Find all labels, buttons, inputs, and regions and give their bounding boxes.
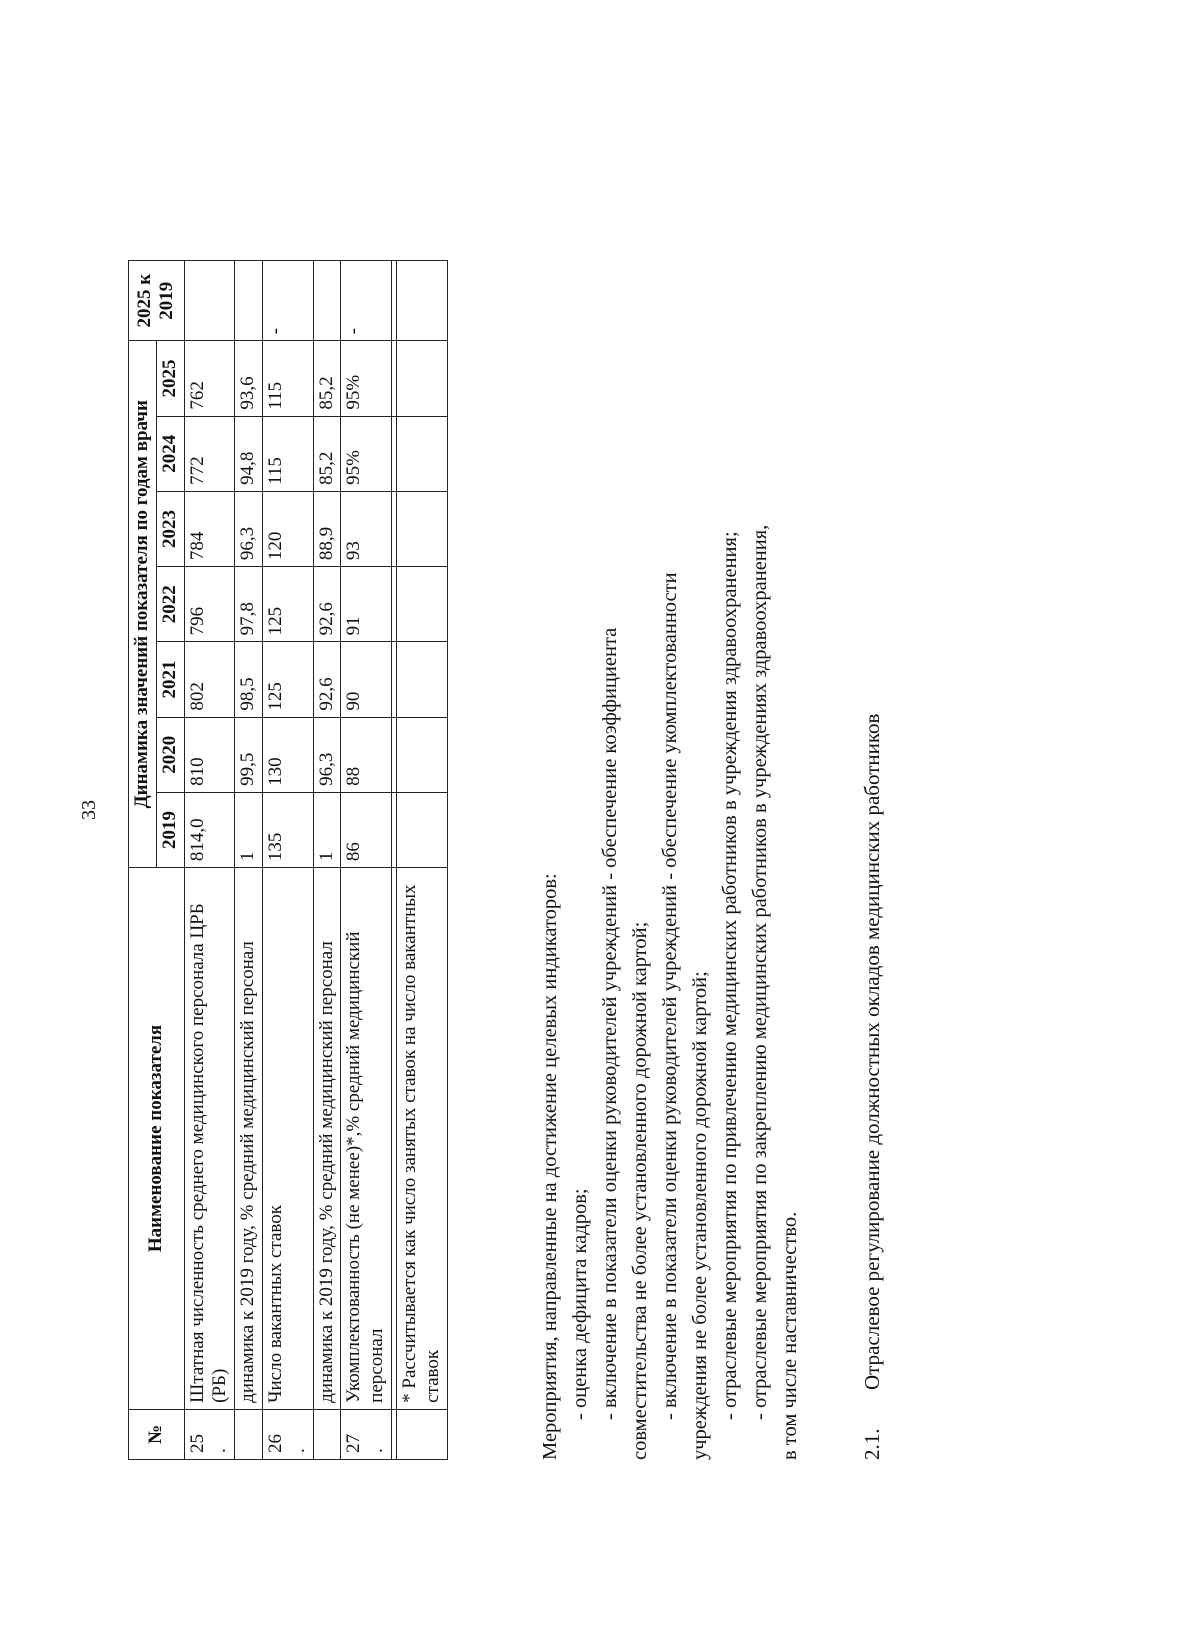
measure-line: - оценка дефицита кадров; [569,1188,591,1420]
value-cell: 115 [262,341,313,416]
value-cell: 85,2 [313,416,341,491]
value-cell: 95% [341,416,392,491]
row-number-cell [184,1409,235,1459]
row-number-suffix: . [287,1448,309,1453]
value-cell: 93 [341,491,392,566]
row-number-suffix: . [209,1448,231,1453]
value-cell: 95% [341,341,392,416]
header-dynamics: Динамика значений показателя по годам врачи [129,341,157,868]
section-heading [860,714,885,1460]
table-row [184,261,235,1460]
section-title: Отраслевое регулирование должностных окладов медицинских работников [860,713,884,1390]
value-cell [396,567,447,642]
ratio-cell [396,261,447,341]
measures-list [565,260,805,1460]
table-row [396,261,447,1460]
indicator-table [128,260,448,1460]
ratio-cell [235,261,263,341]
row-name: * Рассчитывается как число занятых ставок на число вакантных ставок [396,868,447,1410]
measure-line: учреждения не более установленного дорожной картой; [689,971,711,1460]
header-ratio: 2025 к 2019 [129,261,185,341]
value-cell: 120 [262,491,313,566]
row-name: динамика к 2019 году, % средний медицинский персонал [313,868,341,1410]
value-cell: 125 [262,642,313,717]
value-cell: 92,6 [313,642,341,717]
value-cell: 1 [313,792,341,867]
value-cell: 96,3 [235,491,263,566]
row-number: 27 [343,1434,365,1453]
measures-title: Мероприятия, направленные на достижение целевых индикаторов: [539,873,561,1460]
ratio-cell [184,261,235,341]
ratio-cell [313,261,341,341]
header-year: 2024 [156,416,184,491]
row-number-suffix: . [366,1448,388,1453]
value-cell: 796 [184,567,235,642]
table-row [262,261,313,1460]
header-year: 2020 [156,717,184,792]
value-cell: 810 [184,717,235,792]
row-number: 26 [264,1434,286,1453]
value-cell [396,491,447,566]
value-cell: 96,3 [313,717,341,792]
header-year: 2021 [156,642,184,717]
value-cell: 135 [262,792,313,867]
value-cell: 784 [184,491,235,566]
row-number-cell [313,1409,341,1459]
value-cell: 85,2 [313,341,341,416]
row-name: Укомплектованность (не менее)*,% средний медицинский персонал [341,868,392,1410]
value-cell: 99,5 [235,717,263,792]
measure-line: - включение в показатели оценки руководителей учреждений - обеспечение коэффициента [599,627,621,1420]
measure-line: - отраслевые мероприятия по привлечению медицинских работников в учреждения здравоохранения; [719,531,741,1420]
value-cell: 88 [341,717,392,792]
table-row [235,261,263,1460]
value-cell: 115 [262,416,313,491]
header-name: Наименование показателя [129,868,185,1410]
header-year: 2022 [156,567,184,642]
value-cell: 814,0 [184,792,235,867]
row-number-cell [262,1409,313,1459]
page-number: 33 [78,800,100,820]
value-cell: 97,8 [235,567,263,642]
table-row [341,261,392,1460]
measure-line: - отраслевые мероприятия по закреплению медицинских работников в учреждениях здравоохранения, [749,524,771,1420]
row-number: 25 [186,1434,208,1453]
value-cell: 762 [184,341,235,416]
table-body [184,261,447,1460]
row-number-cell [235,1409,263,1459]
measure-line: - включение в показатели оценки руководителей учреждений - обеспечение укомплектованности [659,572,681,1420]
value-cell [396,416,447,491]
value-cell: 92,6 [313,567,341,642]
value-cell: 98,5 [235,642,263,717]
value-cell [396,792,447,867]
value-cell: 93,6 [235,341,263,416]
value-cell: 86 [341,792,392,867]
row-name: Штатная численность среднего медицинского персонала ЦРБ (РБ) [184,868,235,1410]
header-year: 2023 [156,491,184,566]
value-cell: 91 [341,567,392,642]
value-cell: 802 [184,642,235,717]
rotated-page [70,180,1070,1580]
value-cell [396,341,447,416]
header-row-1 [129,261,157,1460]
header-year: 2025 [156,341,184,416]
row-number-cell [396,1409,447,1459]
value-cell: 88,9 [313,491,341,566]
value-cell: 1 [235,792,263,867]
ratio-cell: - [262,261,313,341]
value-cell: 772 [184,416,235,491]
value-cell: 94,8 [235,416,263,491]
row-number-cell [341,1409,392,1459]
value-cell [396,717,447,792]
value-cell: 125 [262,567,313,642]
section-number: 2.1. [860,1428,884,1460]
header-year: 2019 [156,792,184,867]
value-cell [396,642,447,717]
measure-line: в том числе наставничество. [779,1211,801,1460]
header-num: № [129,1409,185,1459]
row-name: динамика к 2019 году, % средний медицинский персонал [235,868,263,1410]
value-cell: 90 [341,642,392,717]
measures-block [535,260,805,1460]
measure-line: совместительства не более установленного дорожной картой; [629,921,651,1460]
row-name: Число вакантных ставок [262,868,313,1410]
value-cell: 130 [262,717,313,792]
table-row [313,261,341,1460]
ratio-cell: - [341,261,392,341]
